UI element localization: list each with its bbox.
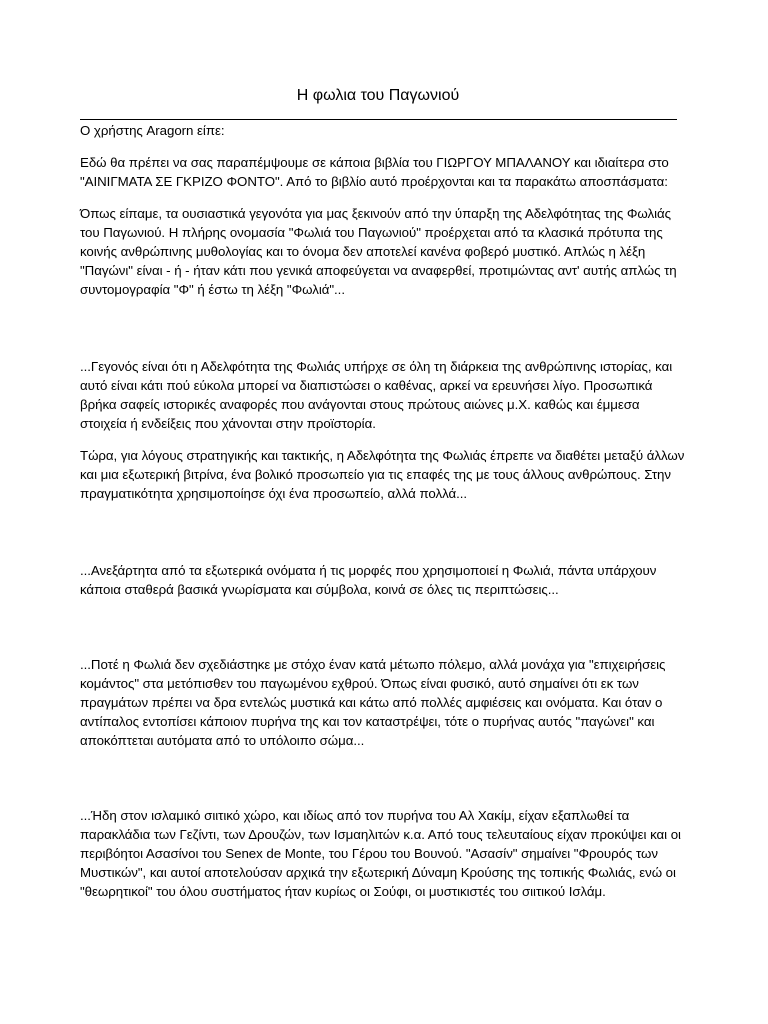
paragraph: Όπως είπαμε, τα ουσιαστικά γεγονότα για μας ξεκινούν από την ύπαρξη της Αδελφότητας της Φωλιάς του Παγωνιού. Η πλήρης ονομασία "Φωλιά του Παγωνιού" προέρχεται από τα κλασικά πρότυπα της κοινής ανθρώπινης μυθολογίας και το όνομα δεν αποτελεί κανένα φοβερό μυστικό. Απλώς η λέξη "Παγώνι" είναι - ή - ήταν κάτι που γενικά αποφεύγεται να αναφερθεί, προτιμώντας αντ' αυτής απλώς τη συντομογραφία "Φ" ή έστω τη λέξη "Φωλιά"...	[80, 206, 677, 297]
title-divider	[80, 119, 677, 120]
paragraph: Εδώ θα πρέπει να σας παραπέμψουμε σε κάποια βιβλία του ΓΙΩΡΓΟΥ ΜΠΑΛΑΝΟΥ και ιδιαίτερα στο "ΑΙΝΙΓΜΑΤΑ ΣΕ ΓΚΡΙΖΟ ΦΟΝΤΟ". Από το βιβλίο αυτό προέρχονται και τα παρακάτω αποσπάσματα:	[80, 155, 669, 189]
paragraph: ...Ήδη στον ισλαμικό σιιτικό χώρο, και ιδίως από τον πυρήνα του Αλ Χακίμ, είχαν εξαπλωθεί τα παρακλάδια των Γεζίντι, των Δρουζών, των Ισμαηλιτών κ.α. Από τους τελευταίους είχαν προκύψει και οι περιβόητοι Ασασίνοι του Senex de Monte, του Γέρου του Βουνού. "Ασασίν" σημαίνει "Φρουρός των Μυστικών", και αυτοί αποτελούσαν αρχικά την εξωτερική Δύναμη Κρούσης της τοπικής Φωλιάς, ενώ οι "θεωρητικοί" του όλου συστήματος ήταν κυρίως οι Σούφι, οι μυστικιστές του σιιτικού Ισλάμ.	[80, 808, 681, 899]
intro-line: Ο χρήστης Aragorn είπε:	[80, 123, 225, 138]
paragraph: ...Ανεξάρτητα από τα εξωτερικά ονόματα ή τις μορφές που χρησιμοποιεί η Φωλιά, πάντα υπάρχουν κάποια σταθερά βασικά γνωρίσματα και σύμβολα, κοινά σε όλες τις περιπτώσεις...	[80, 563, 657, 597]
paragraph: ...Γεγονός είναι ότι η Αδελφότητα της Φωλιάς υπήρχε σε όλη τη διάρκεια της ανθρώπινης ιστορίας, και αυτό είναι κάτι πού εύκολα μπορεί να διαπιστώσει ο καθένας, αρκεί να ερευνήσει λίγο. Προσωπικά βρήκα σαφείς ιστορικές αναφορές που ανάγονται στους πρώτους αιώνες μ.Χ. καθώς και έμμεσα στοιχεία ή ενδείξεις που χάνονται στην προϊστορία.	[80, 359, 673, 431]
document-title: Η φωλια του Παγωνιού	[296, 87, 460, 104]
document-body	[80, 121, 686, 901]
paragraph: ...Ποτέ η Φωλιά δεν σχεδιάστηκε με στόχο έναν κατά μέτωπο πόλεμο, αλλά μονάχα για "επιχειρήσεις κομάντος" στα μετόπισθεν του παγωμένου εχθρού. Όπως είναι φυσικό, αυτό σημαίνει ότι εκ των πραγμάτων πρέπει να δρα εντελώς μυστικά και κάτω από πολλές αμφιέσεις και ονόματα. Και όταν ο αντίπαλος εντοπίσει κάποιον πυρήνα της και τον καταστρέψει, τότε ο πυρήνας αυτός "παγώνει" και αποκόπτεται αυτόματα από το υπόλοιπο σώμα...	[80, 657, 666, 748]
paragraph: Τώρα, για λόγους στρατηγικής και τακτικής, η Αδελφότητα της Φωλιάς έπρεπε να διαθέτει μεταξύ άλλων και μια εξωτερική βιτρίνα, ένα βολικό προσωπείο για τις επαφές της με τους άλλους ανθρώπους. Στην πραγματικότητα χρησιμοποίησε όχι ένα προσωπείο, αλλά πολλά...	[80, 448, 685, 501]
